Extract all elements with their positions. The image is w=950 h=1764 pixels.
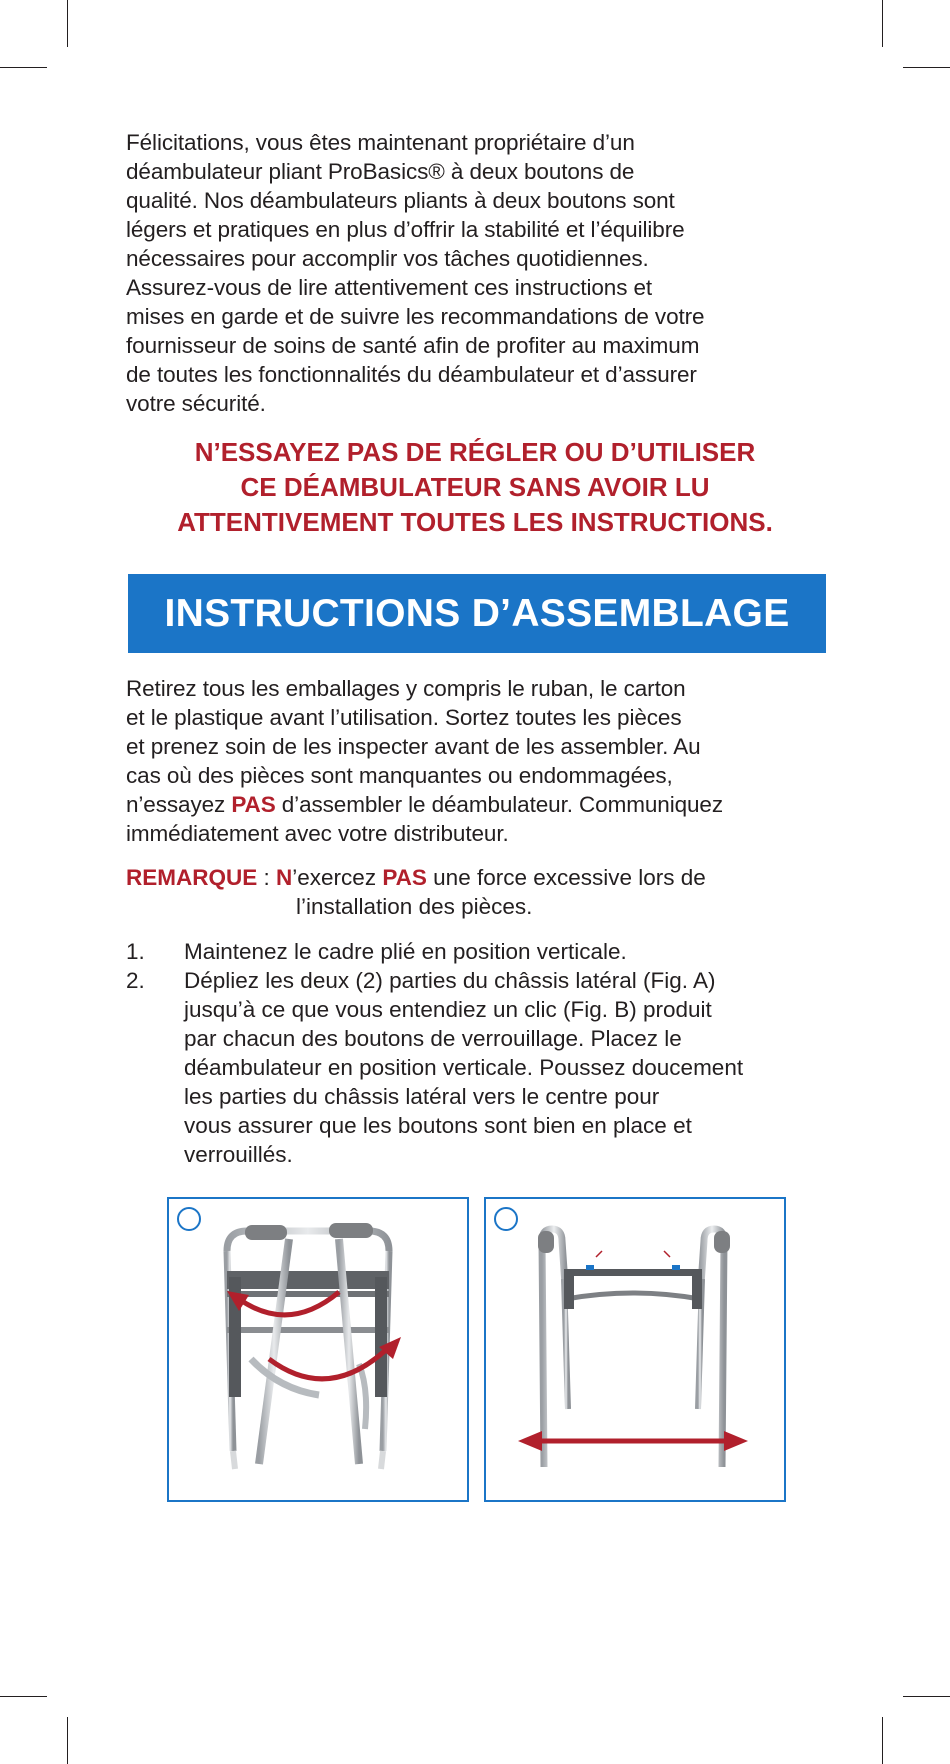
intro-line: Félicitations, vous êtes maintenant propriétaire d’un — [126, 130, 635, 155]
figure-a — [167, 1197, 469, 1502]
intro-line: de toutes les fonctionnalités du déambulateur et d’assurer — [126, 362, 697, 387]
intro-line: déambulateur pliant ProBasics® à deux boutons de — [126, 159, 635, 184]
figure-b — [484, 1197, 786, 1502]
crop-mark-bottom-right-v — [882, 1717, 883, 1764]
assembly-line: cas où des pièces sont manquantes ou endommagées, — [126, 763, 673, 788]
step-item — [126, 937, 846, 966]
remark-n: N — [276, 865, 293, 890]
remark-label: REMARQUE — [126, 865, 258, 890]
unfolded-walker-illustration — [486, 1199, 784, 1500]
emphasis-pas: PAS — [231, 792, 276, 817]
step-item — [126, 966, 846, 1169]
warning-notice — [100, 435, 850, 540]
remark-separator: : — [257, 865, 277, 890]
step-line: Dépliez les deux (2) parties du châssis latéral (Fig. A) — [184, 968, 716, 993]
assembly-text: n’essayez — [126, 792, 232, 817]
remark-text: une force excessive lors de — [426, 865, 706, 890]
intro-line: légers et pratiques en plus d’offrir la stabilité et l’équilibre — [126, 217, 685, 242]
folded-walker-illustration — [169, 1199, 467, 1500]
remark-text: ’exercez — [292, 865, 383, 890]
intro-line: Assurez-vous de lire attentivement ces instructions et — [126, 275, 653, 300]
step-number: 2. — [126, 968, 145, 993]
assembly-line: et prenez soin de les inspecter avant de les assembler. Au — [126, 734, 701, 759]
intro-line: mises en garde et de suivre les recommandations de votre — [126, 304, 705, 329]
crop-mark-top-right-v — [882, 0, 883, 47]
crop-mark-top-left-h — [0, 67, 47, 68]
step-line: verrouillés. — [184, 1142, 293, 1167]
warning-line: ATTENTIVEMENT TOUTES LES INSTRUCTIONS. — [177, 507, 773, 537]
intro-line: nécessaires pour accomplir vos tâches quotidiennes. — [126, 246, 649, 271]
crop-mark-bottom-left-h — [0, 1696, 47, 1697]
crop-mark-top-left-v — [67, 0, 68, 47]
remark-line2: l’installation des pièces. — [296, 894, 533, 919]
steps-list — [126, 937, 846, 1169]
assembly-line: immédiatement avec votre distributeur. — [126, 821, 509, 846]
assembly-line: Retirez tous les emballages y compris le ruban, le carton — [126, 676, 686, 701]
remark-note — [126, 863, 846, 921]
intro-paragraph — [126, 128, 826, 418]
assembly-text: d’assembler le déambulateur. Communiquez — [275, 792, 723, 817]
intro-line: qualité. Nos déambulateurs pliants à deux boutons sont — [126, 188, 675, 213]
intro-line: fournisseur de soins de santé afin de profiter au maximum — [126, 333, 700, 358]
crop-mark-bottom-left-v — [67, 1717, 68, 1764]
step-line: les parties du châssis latéral vers le centre pour — [184, 1084, 660, 1109]
assembly-line: et le plastique avant l’utilisation. Sortez toutes les pièces — [126, 705, 682, 730]
assembly-paragraph — [126, 674, 826, 848]
step-line: par chacun des boutons de verrouillage. Placez le — [184, 1026, 682, 1051]
assembly-line — [126, 790, 826, 819]
step-line: vous assurer que les boutons sont bien en place et — [184, 1113, 692, 1138]
step-line: jusqu’à ce que vous entendiez un clic (Fig. B) produit — [184, 997, 712, 1022]
warning-line: N’ESSAYEZ PAS DE RÉGLER OU D’UTILISER — [194, 437, 756, 467]
remark-pas: PAS — [382, 865, 427, 890]
warning-line: CE DÉAMBULATEUR SANS AVOIR LU — [240, 472, 710, 502]
section-banner — [128, 574, 826, 653]
step-number: 1. — [126, 939, 145, 964]
step-text — [184, 966, 846, 1169]
step-text — [184, 937, 846, 966]
section-title: INSTRUCTIONS D’ASSEMBLAGE — [164, 591, 790, 635]
step-line: Maintenez le cadre plié en position verticale. — [184, 939, 627, 964]
crop-mark-bottom-right-h — [903, 1696, 950, 1697]
step-line: déambulateur en position verticale. Poussez doucement — [184, 1055, 744, 1080]
intro-line: votre sécurité. — [126, 391, 266, 416]
crop-mark-top-right-h — [903, 67, 950, 68]
